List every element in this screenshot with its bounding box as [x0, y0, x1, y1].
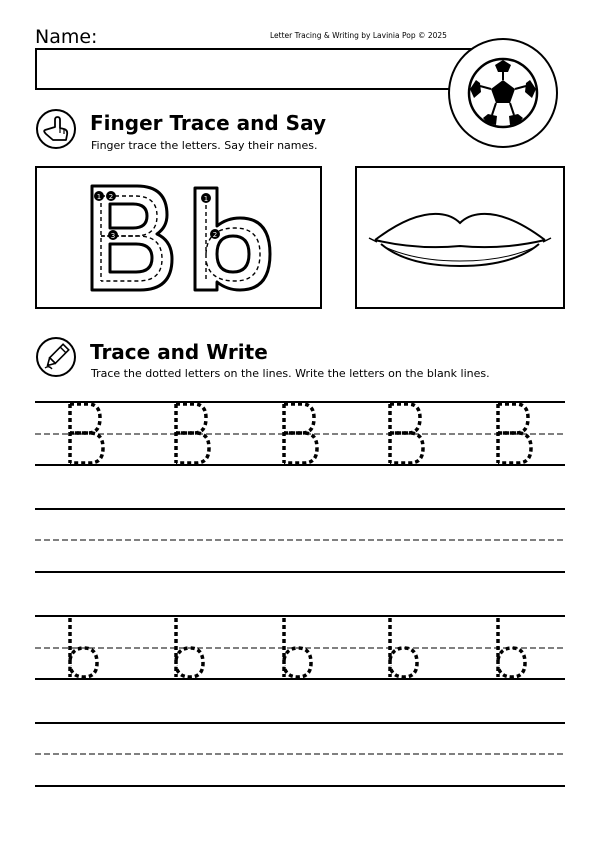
pointing-hand-icon: [35, 108, 77, 150]
picture-panel: [355, 166, 565, 309]
soccer-ball-icon: [450, 40, 556, 146]
lips-icon: [357, 168, 563, 307]
section-title-trace-write: Trace and Write: [90, 340, 268, 364]
name-input-box[interactable]: [35, 48, 487, 90]
step-number: 1: [96, 193, 102, 201]
picture-circle: [448, 38, 558, 148]
step-number: 3: [110, 232, 116, 240]
step-number: 2: [212, 231, 218, 239]
writing-row-trace-upper[interactable]: [35, 402, 565, 465]
step-number: 1: [203, 195, 209, 203]
section-subtitle-finger-trace: Finger trace the letters. Say their names.: [91, 139, 318, 152]
credit-text: Letter Tracing & Writing by Lavinia Pop © 2025: [270, 31, 447, 40]
trace-letter-lowercase-b: [390, 618, 417, 677]
lowercase-b-outline: [195, 188, 270, 290]
writing-row-blank[interactable]: [35, 723, 565, 786]
name-label: Name:: [35, 26, 98, 48]
writing-row-trace-lower[interactable]: [35, 616, 565, 679]
step-number: 2: [108, 193, 114, 201]
pencil-icon: [35, 336, 77, 378]
trace-letter-lowercase-b: [498, 618, 525, 677]
section-subtitle-trace-write: Trace the dotted letters on the lines. Write the letters on the blank lines.: [91, 367, 490, 380]
section-title-finger-trace: Finger Trace and Say: [90, 111, 326, 135]
uppercase-b-outline: [92, 186, 172, 290]
writing-row-blank[interactable]: [35, 509, 565, 572]
trace-letter-uppercase-b: [176, 404, 209, 463]
trace-letter-uppercase-b: [284, 404, 317, 463]
letters-panel: [35, 166, 322, 309]
